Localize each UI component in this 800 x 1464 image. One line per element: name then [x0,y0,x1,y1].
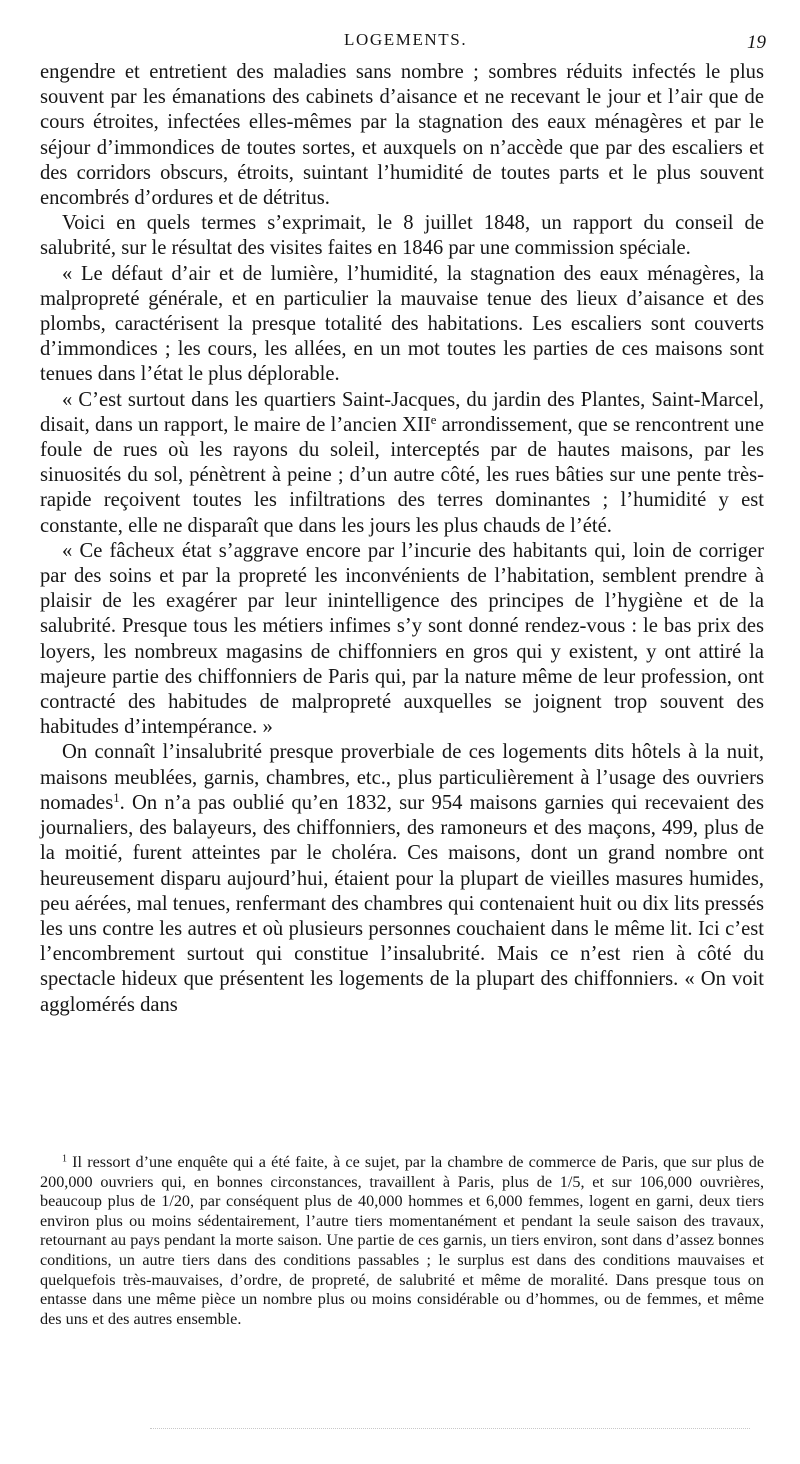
paragraph-4-quote [40,388,764,539]
footnote [40,1153,764,1329]
footnote-ref-separator: . [119,791,133,814]
page-bottom-divider [150,1428,750,1429]
paragraph-6-rest: On n’a pas oublié qu’en 1832, sur 954 maisons garnies qui recevaient des journaliers, des balayeurs, des chiffonniers, des ramoneurs et des maçons, 499, plus de la moitié, furent atteintes par le choléra. Ces maisons, dont un grand nombre ont heureusement disparu aujourd’hui, étaient pour la plupart de vieilles masures humides, peu aérées, mal tenues, renfermant des chambres qui contenaient huit ou dix lits pressés les uns contre les autres et où plusieurs personnes couchaient dans le même lit. Ici c’est l’encombrement surtout qui constitue l’insalubrité. Mais ce n’est rien à côté du spectacle hideux que présentent les logements de la plupart des chiffonniers. « On voit agglomérés dans [40,791,765,1016]
page-number: 19 [747,32,766,53]
footnote-marker: 1 [62,1153,68,1165]
main-text [40,60,764,1018]
superscript-e: e [430,412,437,427]
paragraph-6-start: On connaît l’insalubrité presque proverbiale de ces logements dits hôtels à la nuit, maisons meublées, garnis, chambres, etc., plus particulièrement à l’usage des ouvriers nomades [40,741,764,814]
running-title: LOGEMENTS. [344,30,468,49]
paragraph-1: engendre et entretient des maladies sans nombre ; sombres réduits infectés le plus souvent par les émanations des cabinets d’aisance et ne recevant le jour et l’air que de cours étroites, infectées elles-mêmes par la stagnation des eaux ménagères et par le séjour d’immondices de toutes sortes, et auxquels on n’accède que par des escaliers et des corridors obscurs, étroits, suintant l’humidité de toutes parts et le plus souvent encombrés d’ordures et de détritus. [40,61,764,210]
paragraph-4-start: « C’est surtout dans les quartiers Saint-Jacques, du jardin des Plantes, Saint-Marcel, disait, dans un rapport, le maire de l’ancien XII [40,388,764,436]
footnote-text: Il ressort d’une enquête qui a été faite, à ce sujet, par la chambre de commerce de Paris, que sur plus de 200,000 ouvriers qui, en bonnes circonstances, travaillent à Paris, plus de 1/5, et sur 106,000 ouvrières, beaucoup plus de 1/20, par conséquent plus de 40,000 hommes et 6,000 femmes, logent en garni, deux tiers environ plus ou moins sédentairement, l’autre tiers momentanément et pendant la seule saison des travaux, retournant au pays pendant la morte saison. Une partie de ces garnis, un tiers environ, sont dans d’assez bonnes conditions, un autre tiers dans des conditions passables ; le surplus est dans des conditions mauvaises et quelquefois très-mauvaises, d’ordre, de propreté, de salubrité et même de moralité. Dans presque tous on entasse dans une même pièce un nombre plus ou moins considérable ou d’hommes, ou de femmes, et même des uns et des autres ensemble. [40,1153,765,1328]
footnote-reference: 1 [113,790,120,805]
paragraph-4-rest: arrondissement, que se rencontrent une foule de rues où les rayons du soleil, interceptés par de hautes maisons, par les sinuosités du sol, pénètrent à peine ; d’un autre côté, les rues bâties sur une pente très-rapide reçoivent toutes les infiltrations des terres dominantes ; l’humidité y est constante, elle ne disparaît que dans les jours les plus chauds de l’été. [40,413,764,537]
paragraph-6 [40,740,764,1017]
paragraph-3-quote: « Le défaut d’air et de lumière, l’humidité, la stagnation des eaux ménagères, la malpropreté générale, et en particulier la mauvaise tenue des lieux d’aisance et des plombs, caractérisent la presque totalité des habitations. Les escaliers sont couverts d’immondices ; les cours, les allées, en un mot toutes les parties de ces maisons sont tenues dans l’état le plus déplorable. [40,262,764,386]
paragraph-2: Voici en quels termes s’exprimait, le 8 juillet 1848, un rapport du conseil de salubrité, sur le résultat des visites faites en 1846 par une commission spéciale. [40,212,764,260]
paragraph-5-quote: « Ce fâcheux état s’aggrave encore par l’incurie des habitants qui, loin de corriger par des soins et par la propreté les inconvénients de l’habitation, semblent prendre à plaisir de les exagérer par leur inintelligence des principes de l’hygiène et de la salubrité. Presque tous les métiers infimes s’y sont donné rendez-vous : le bas prix des loyers, les nombreux magasins de chiffonniers en gros qui y existent, y ont attiré la majeure partie des chiffonniers de Paris qui, par la nature même de leur profession, ont contracté des habitudes de malpropreté auxquelles se joignent trop souvent des habitudes d’intempérance. » [40,539,764,739]
